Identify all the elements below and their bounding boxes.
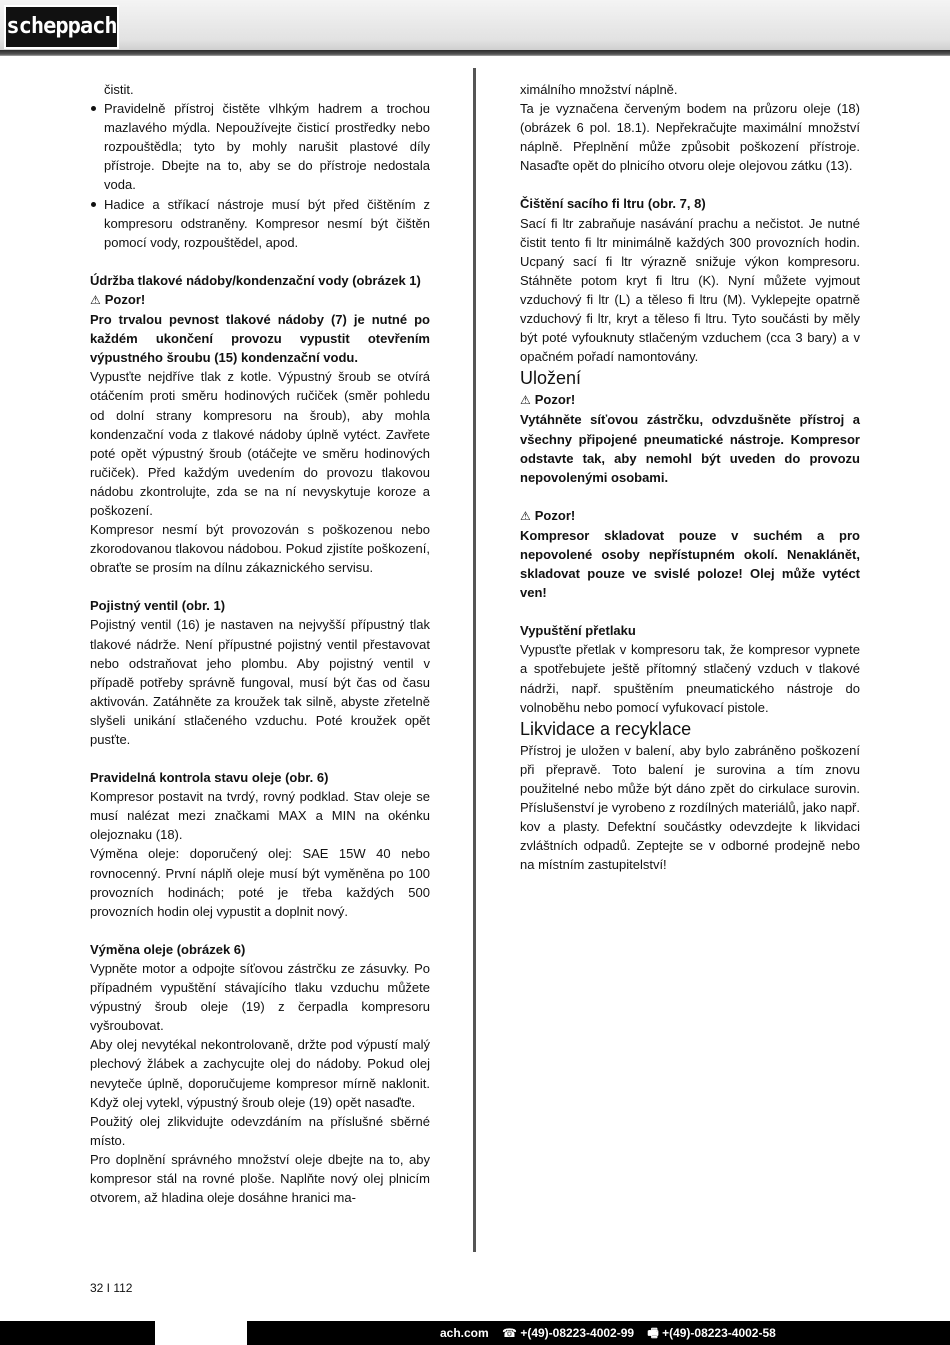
valve-heading: Pojistný ventil (obr. 1) <box>90 598 226 614</box>
warning-triangle-icon: ⚠ <box>90 292 101 307</box>
oil-check-heading: Pravidelná kontrola stavu oleje (obr. 6) <box>90 770 329 786</box>
valve-paragraph: Pojistný ventil (16) je nastaven na nejvyšší přípustný tlak tlakové nádrže. Není přípustné pojistný ventil přestavovat nebo odstraňovat jeho plombu. Aby pojistný ventil v případě potřeby správně fungoval, musí být čas od času aktivován. Zatáhněte za kroužek tak silně, abyste zřetelně slyšeli unikání stlačeného vzduchu. Poté kroužek opět pusťte. <box>90 617 430 747</box>
filter-paragraph: Sací fi ltr zabraňuje nasávání prachu a nečistot. Je nutné čistit tento fi ltr minimálně každých 300 provozních hodin. Ucpaný sací fi ltr výrazně snižuje výkon kompresoru. Stáhněte potom kryt fi ltru (K). Nyní můžete vyjmout vzduchový fi ltr (L) a těleso fi ltru (M). Vyklepejte opatrně vzduchový fi ltr, kryt a těleso fi ltru. Tyto součásti by měly být poté vyfouknuty stlačeným vzduchem (cca 3 bary) a v opačném pořadí namontovány. <box>520 215 860 365</box>
oil-change-paragraph: Vypněte motor a odpojte síťovou zástrčku ze zásuvky. Po případném vypuštění stávajícího tlaku vzduchu můžete výpustný šroub oleje (19) z čerpadla kompresoru vyšroubovat. <box>90 960 430 1034</box>
storage-warning-label-2 <box>520 506 860 526</box>
header-rule <box>0 50 950 56</box>
left-column <box>90 80 430 1207</box>
page-number: 32 I 112 <box>90 1281 133 1295</box>
footer-white-block <box>155 1321 247 1345</box>
warning-label: Pozor! <box>534 507 576 523</box>
tank-warning-text: Pro trvalou pevnost tlakové nádoby (7) je nutné po každém ukončení provozu vypustit otevřením výpustného šroubu (15) kondenzační vodu. <box>90 312 430 366</box>
oil-check-paragraph: Výměna oleje: doporučený olej: SAE 15W 40 nebo rovnocenný. První náplň oleje musí být vyměněna po 100 provozních hodinách; poté je třeba každých 500 provozních hodin olej vypustit a doplnit nový. <box>90 846 430 919</box>
oil-fill-continuation: ximálního množství náplně. <box>520 82 678 97</box>
oil-change-paragraph: Aby olej nevytékal nekontrolovaně, držte pod výpustí malý plechový žlábek a zachycujte olej do nádoby. Pokud olej nevyteče úplně, doporučujeme kompresor mírně naklonit. Když olej vytekl, výpustný šroub oleje (19) opět nasaďte. <box>90 1037 430 1110</box>
oil-change-paragraph: Použitý olej zlikvidujte odevzdáním na příslušné sběrné místo. <box>90 1113 430 1148</box>
oil-fill-paragraph: Ta je vyznačena červeným bodem na průzoru oleje (18) (obrázek 6 pol. 18.1). Nepřekračujte maximální množství náplně. Přeplnění může způsobit poškození přístroje. Nasaďte opět do plnicího otvoru oleje olejovou zátku (13). <box>520 101 860 174</box>
tank-heading: Údržba tlakové nádoby/kondenzační vody (obrázek 1) <box>90 272 421 288</box>
pressure-release-paragraph: Vypusťte přetlak v kompresoru tak, že kompresor vypnete a spotřebujete ještě přítomný stlačený vzduch v tlakové nádrži, např. spuštěním pneumatického nástroje do volnoběhu nebo pomocí vyfukovací pistole. <box>520 642 860 715</box>
scheppach-logo: scheppach <box>4 5 119 49</box>
footer-contact <box>440 1321 786 1345</box>
storage-title: Uložení <box>520 368 582 389</box>
warning-triangle-icon: ⚠ <box>520 393 531 408</box>
right-column <box>520 80 860 874</box>
pressure-release-heading: Vypuštění přetlaku <box>520 623 636 639</box>
page-header <box>0 0 950 50</box>
oil-check-paragraph: Kompresor postavit na tvrdý, rovný podklad. Stav oleje se musí nalézat mezi značkami MAX a MIN na okénku olejoznaku (18). <box>90 789 430 843</box>
filter-heading: Čištění sacího fi ltru (obr. 7, 8) <box>520 196 706 212</box>
storage-warning-text: Vytáhněte síťovou zástrčku, odvzdušněte přístroj a všechny připojené pneumatické nástroje. Kompresor odstavte tak, aby nemohl být uveden do provozu nepovolenými osobami. <box>520 412 860 485</box>
storage-warning-label <box>520 390 860 410</box>
tank-paragraph: Kompresor nesmí být provozován s poškozenou nebo zkorodovanou tlakovou nádobou. Pokud zjistíte poškození, obraťte se prosím na dílnu zákaznického servisu. <box>90 522 430 576</box>
tank-warning-label <box>90 290 430 310</box>
bullet-item: Hadice a stříkací nástroje musí být před čištěním z kompresoru odstraněny. Kompresor nesmí být čištěn pomocí vody, rozpouštědel, apod. <box>90 195 430 252</box>
page-footer <box>0 1321 950 1345</box>
cleaning-bullet-list <box>90 99 430 252</box>
footer-website: ach.com <box>440 1326 489 1340</box>
warning-label: Pozor! <box>104 291 146 307</box>
storage-warning-text-2: Kompresor skladovat pouze v suchém a pro nepovolené osoby nepřístupném okolí. Nenaklánět, skladovat pouze ve svislé poloze! Olej může vytéct ven! <box>520 527 860 601</box>
warning-triangle-icon: ⚠ <box>520 508 531 523</box>
intro-continuation: čistit. <box>104 82 134 97</box>
disposal-paragraph: Přístroj je uložen v balení, aby bylo zabráněno poškození při přepravě. Toto balení je surovina a tím znovu použitelné nebo může být dáno zpět do cirkulace surovin. Příslušenství je vyrobeno z rozdílných materiálů, jako např. kov a plasty. Defektní součástky odevzdejte k likvidaci zvláštních odpadů. Zeptejte se v odborné prodejně nebo na místním zastupitelství! <box>520 742 860 873</box>
warning-label: Pozor! <box>534 392 576 408</box>
footer-phone: ☎ +(49)-08223-4002-99 <box>502 1326 635 1340</box>
bullet-item: Pravidelně přístroj čistěte vlhkým hadrem a trochou mazlavého mýdla. Nepoužívejte čisticí prostředky nebo rozpouštědla; tyto by mohly narušit plastové díly přístroje. Dbejte na to, aby se do přístroje nedostala voda. <box>90 99 430 194</box>
disposal-title: Likvidace a recyklace <box>520 718 692 739</box>
tank-paragraph: Vypusťte nejdříve tlak z kotle. Výpustný šroub se otvírá otáčením proti směru hodinových ručiček (směr pohledu od dolní strany kompresoru na šroub), aby mohla kondenzační voda z tlakové nádoby úplně vytéct. Zavřete poté opět výpustný šroub (otáčejte ve směru hodinových ručiček). Před každým uvedením do provozu tlakovou nádobu zkontrolujte, zda se na ní nevyskytuje koroze a poškození. <box>90 369 430 518</box>
oil-change-heading: Výměna oleje (obrázek 6) <box>90 941 246 957</box>
footer-fax: 🖷 +(49)-08223-4002-58 <box>647 1326 776 1340</box>
oil-change-paragraph: Pro doplnění správného množství oleje dbejte na to, aby kompresor stál na rovné ploše. Naplňte nový olej plnicím otvorem, až hladina oleje dosáhne hranici ma- <box>90 1151 430 1206</box>
column-divider <box>473 68 476 1252</box>
